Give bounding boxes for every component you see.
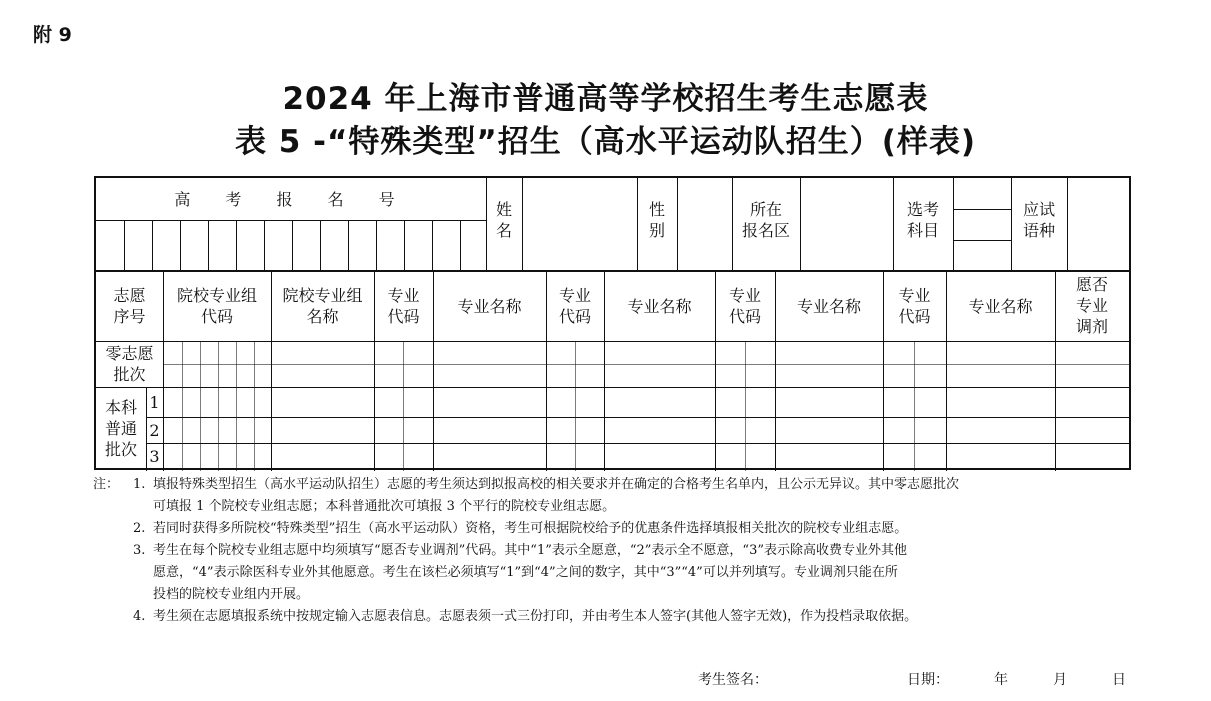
- exam-number-box-line: [460, 220, 461, 270]
- note-line: 考生须在志愿填报系统中按规定输入志愿表信息。志愿表须一式三份打印，并由考生本人签字(其他人签字无效)，作为投档录取依据。: [153, 609, 918, 624]
- column-major-name: 专业名称: [796, 296, 861, 316]
- note-line: 若同时获得多所院校“特殊类型”招生（高水平运动队）资格，考生可根据院校给予的优惠条件选择填报相关批次的院校专业组志愿。: [153, 521, 908, 536]
- column-header-bottom-line: [94, 341, 1131, 342]
- subjects-label: 选考 科目: [906, 200, 939, 240]
- header-separator: [1067, 177, 1068, 270]
- subjects-divider: [953, 209, 1011, 210]
- month-label: 月: [1053, 672, 1067, 688]
- date-label: 日期：: [907, 672, 949, 688]
- exam-number-box-line: [320, 220, 321, 270]
- note-line: 填报特殊类型招生（高水平运动队招生）志愿的考生须达到拟报高校的相关要求并在确定的合格考生名单内，且公示无异议。其中零志愿批次: [153, 477, 960, 492]
- note-prefix: 注：: [93, 477, 120, 492]
- district-label: 所在 报名区: [741, 200, 790, 240]
- note-item: [93, 474, 1183, 518]
- code-box-line: [218, 341, 219, 471]
- signature-label: 考生签名：: [698, 672, 768, 688]
- header-separator: [677, 177, 678, 270]
- notes-section: [93, 474, 1183, 628]
- exam-number-box-line: [236, 220, 237, 270]
- note-number: 4.: [133, 609, 146, 624]
- note-item: [93, 518, 1183, 540]
- exam-number-box-line: [404, 220, 405, 270]
- code-box-line: [575, 341, 576, 471]
- year-label: 年: [994, 672, 1008, 688]
- exam-number-box-line: [376, 220, 377, 270]
- note-line: 愿意，“4”表示除医科专业外其他愿意。考生在该栏必须填写“1”到“4”之间的数字，其中“3”“4”可以并列填写。专业调剂只能在所: [153, 565, 898, 580]
- column-major-code: 专业 代码: [898, 286, 931, 326]
- zero-batch-bottom-line: [94, 387, 1131, 388]
- exam-number-box-line: [152, 220, 153, 270]
- page-title: 2024 年上海市普通高等学校招生考生志愿表: [282, 81, 929, 117]
- exam-number-divider: [96, 220, 486, 221]
- code-box-line: [236, 341, 237, 471]
- code-box-line: [200, 341, 201, 471]
- column-major-code: 专业 代码: [387, 286, 420, 326]
- regular-row-number: 1: [149, 392, 160, 412]
- column-group-name: 院校专业组 名称: [282, 286, 363, 326]
- note-item: [93, 606, 1183, 628]
- application-form-table: [94, 176, 1131, 470]
- column-major-name: 专业名称: [457, 296, 522, 316]
- regular-row-number: 3: [149, 447, 160, 466]
- note-number: 2.: [133, 521, 146, 536]
- regular-row-line: [146, 417, 1131, 418]
- note-item: [93, 540, 1183, 606]
- regular-batch-label: 本科 普通 批次: [104, 397, 137, 459]
- row-half-line: [163, 364, 1131, 365]
- exam-number-box-line: [432, 220, 433, 270]
- code-box-line: [254, 341, 255, 471]
- zero-batch-label: 零志愿 批次: [105, 344, 154, 384]
- exam-number-label: 高 考 报 名 号: [174, 189, 410, 209]
- note-line: 可填报 1 个院校专业组志愿；本科普通批次可填报 3 个平行的院校专业组志愿。: [153, 499, 616, 514]
- regular-row-line: [146, 443, 1131, 444]
- subjects-divider: [953, 240, 1011, 241]
- note-number: 1.: [133, 477, 146, 492]
- appendix-label: 附 9: [33, 24, 72, 46]
- code-box-line: [745, 341, 746, 471]
- column-group-code: 院校专业组 代码: [176, 286, 257, 326]
- code-box-line: [914, 341, 915, 471]
- column-major-code: 专业 代码: [558, 286, 591, 326]
- regular-row-number: 2: [149, 420, 160, 440]
- column-wish-number: 志愿 序号: [113, 286, 146, 326]
- header-separator: [953, 177, 954, 270]
- column-major-name: 专业名称: [968, 296, 1033, 316]
- header-separator: [800, 177, 801, 270]
- note-number: 3.: [133, 543, 146, 558]
- exam-number-box-line: [208, 220, 209, 270]
- exam-number-box-line: [348, 220, 349, 270]
- language-label: 应试 语种: [1022, 200, 1055, 240]
- day-label: 日: [1112, 672, 1126, 688]
- header-bottom-line: [94, 270, 1131, 272]
- note-line: 投档的院校专业组内开展。: [153, 587, 310, 602]
- exam-number-box-line: [292, 220, 293, 270]
- code-box-line: [182, 341, 183, 471]
- exam-number-box-line: [264, 220, 265, 270]
- column-adjust: 愿否 专业 调剂: [1075, 274, 1108, 336]
- code-box-line: [403, 341, 404, 471]
- note-line: 考生在每个院校专业组志愿中均须填写“愿否专业调剂”代码。其中“1”表示全愿意，“2”表示全不愿意，“3”表示除高收费专业外其他: [153, 543, 907, 558]
- name-label: 姓 名: [495, 200, 512, 240]
- exam-number-box-line: [180, 220, 181, 270]
- exam-number-box-line: [124, 220, 125, 270]
- gender-label: 性 别: [648, 200, 665, 240]
- header-separator: [522, 177, 523, 270]
- column-major-code: 专业 代码: [728, 286, 761, 326]
- page-subtitle: 表 5 -“特殊类型”招生（高水平运动队招生）(样表): [234, 124, 977, 160]
- column-major-name: 专业名称: [627, 296, 692, 316]
